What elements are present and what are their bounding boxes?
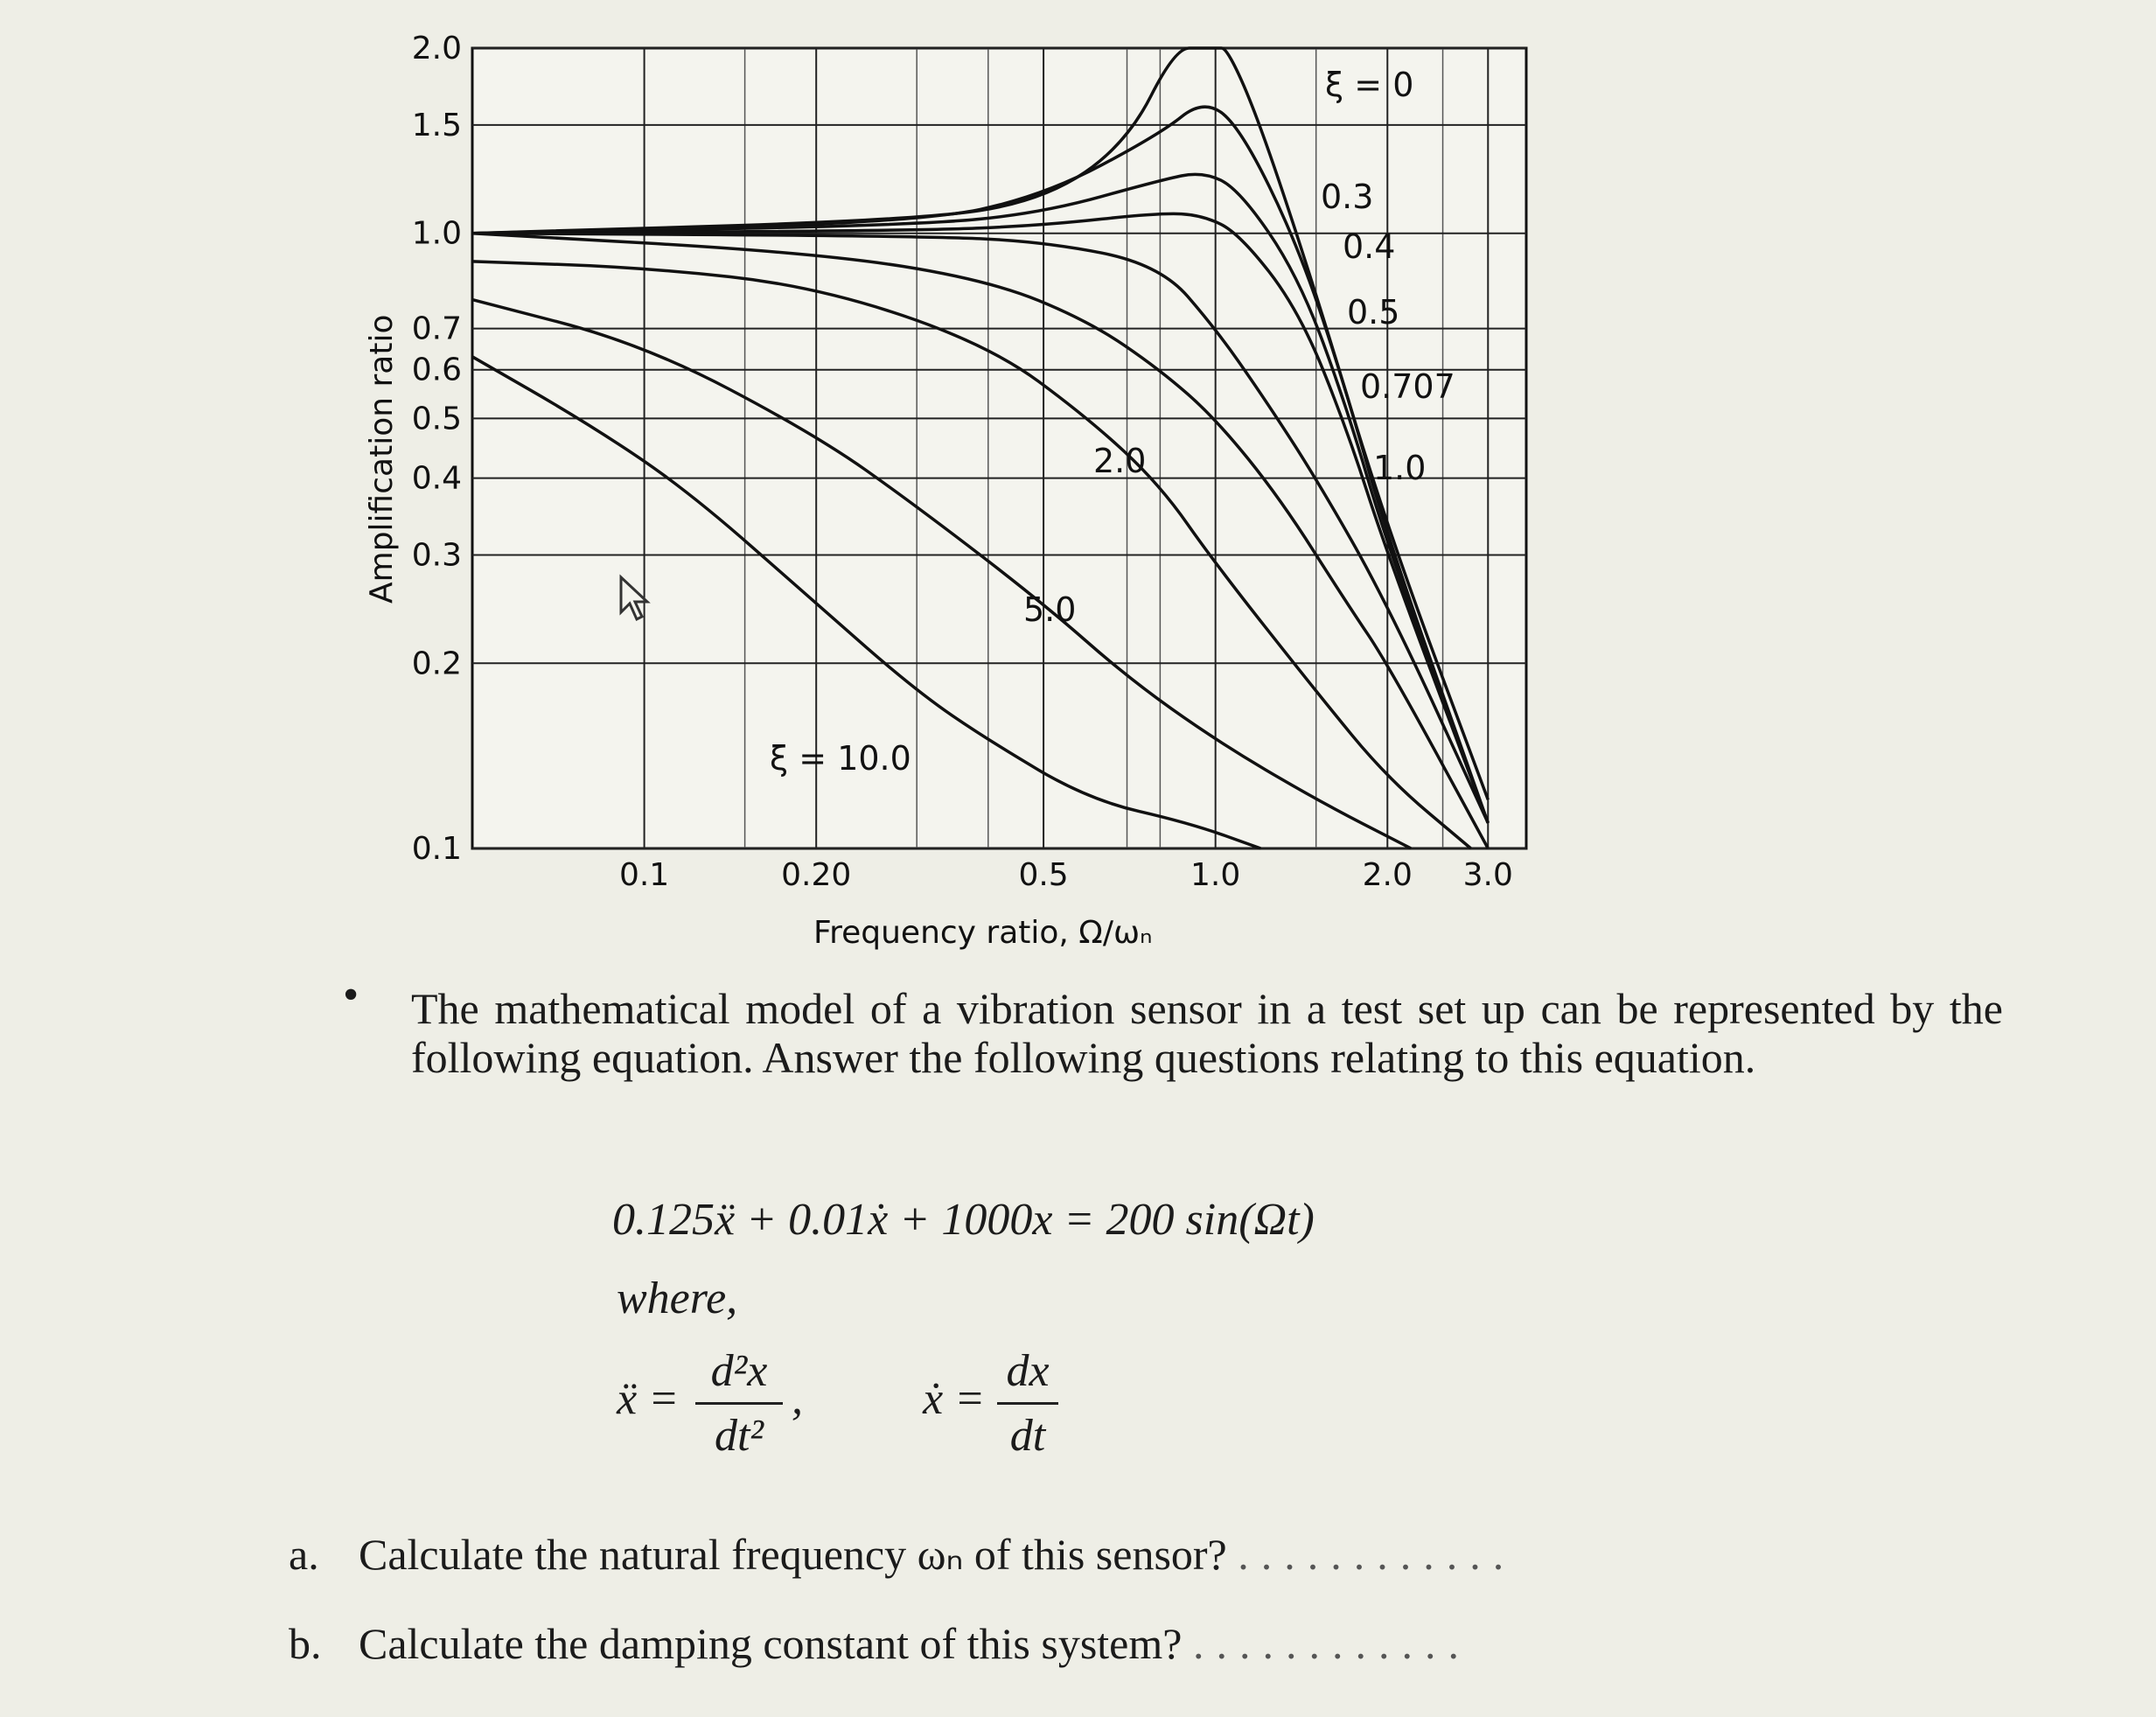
question-b-letter: b. <box>289 1619 322 1668</box>
fraction-denominator: dt <box>1009 1411 1046 1461</box>
fraction-bar <box>997 1402 1058 1405</box>
x-axis-title: Frequency ratio, Ω/ωₙ <box>813 915 1153 951</box>
question-a <box>289 1529 1516 1580</box>
x-tick-labels <box>619 857 1513 893</box>
x-tick-label: 0.5 <box>1018 857 1069 893</box>
question-a-text: Calculate the natural frequency ωₙ of this sensor? <box>359 1530 1227 1579</box>
definition-separator: , <box>792 1374 803 1424</box>
y-tick-label: 0.1 <box>411 831 462 867</box>
fraction-bar <box>695 1402 783 1405</box>
y-tick-label: 0.7 <box>411 311 462 347</box>
curve-annotation-label: 2.0 <box>1093 442 1147 480</box>
y-tick-label: 0.6 <box>411 352 462 388</box>
question-a-letter: a. <box>289 1530 319 1579</box>
chart-grid <box>472 48 1526 848</box>
curve-annotation-label: ξ = 0 <box>1325 66 1414 104</box>
where-label: where, <box>617 1274 738 1323</box>
question-paragraph: The mathematical model of a vibration sensor in a test set up can be represented by the following equation. Answer the following questions relating to this equation. <box>411 984 2003 1082</box>
y-tick-label: 2.0 <box>411 31 462 66</box>
curve-annotation-label: 5.0 <box>1023 590 1077 629</box>
fraction-numerator: d²x <box>710 1346 768 1396</box>
x-tick-label: 1.0 <box>1190 857 1241 893</box>
x-tick-label: 3.0 <box>1462 857 1513 893</box>
plot-frame <box>472 48 1526 848</box>
y-tick-label: 1.5 <box>411 107 462 143</box>
fraction-denominator: dt² <box>714 1411 764 1461</box>
curve-annotation-label: 0.5 <box>1347 293 1400 332</box>
x-tick-label: 0.1 <box>618 857 670 893</box>
curve-annotation-label: 1.0 <box>1373 449 1427 487</box>
curve-annotation-label: 0.3 <box>1321 178 1374 216</box>
fraction-numerator: dx <box>1006 1346 1050 1396</box>
curve-annotation-label: ξ = 10.0 <box>770 739 911 778</box>
curve-annotation-label: 0.4 <box>1343 227 1396 266</box>
answer-dots: ............ <box>1238 1530 1517 1579</box>
acceleration-definition-lhs: ẍ = <box>617 1374 680 1424</box>
acceleration-fraction <box>695 1345 783 1462</box>
y-axis-title: Amplification ratio <box>364 314 400 604</box>
y-tick-labels <box>412 31 462 867</box>
answer-dots: ............ <box>1192 1619 1471 1668</box>
velocity-definition-lhs: ẋ = <box>923 1374 986 1424</box>
bullet-marker: • <box>343 970 359 1020</box>
x-tick-label: 0.20 <box>781 857 852 893</box>
y-tick-label: 0.3 <box>411 537 462 574</box>
curve-annotation-label: 0.707 <box>1360 367 1455 406</box>
question-b <box>289 1618 1471 1669</box>
y-tick-label: 0.5 <box>411 401 462 437</box>
y-tick-label: 1.0 <box>411 215 462 252</box>
x-tick-label: 2.0 <box>1362 857 1413 893</box>
y-tick-label: 0.2 <box>411 646 462 682</box>
question-b-text: Calculate the damping constant of this system? <box>359 1619 1183 1668</box>
equation-of-motion: 0.125ẍ + 0.01ẋ + 1000x = 200 sin(Ωt) <box>612 1195 1315 1245</box>
velocity-fraction <box>997 1345 1058 1462</box>
y-tick-label: 0.4 <box>411 460 462 497</box>
